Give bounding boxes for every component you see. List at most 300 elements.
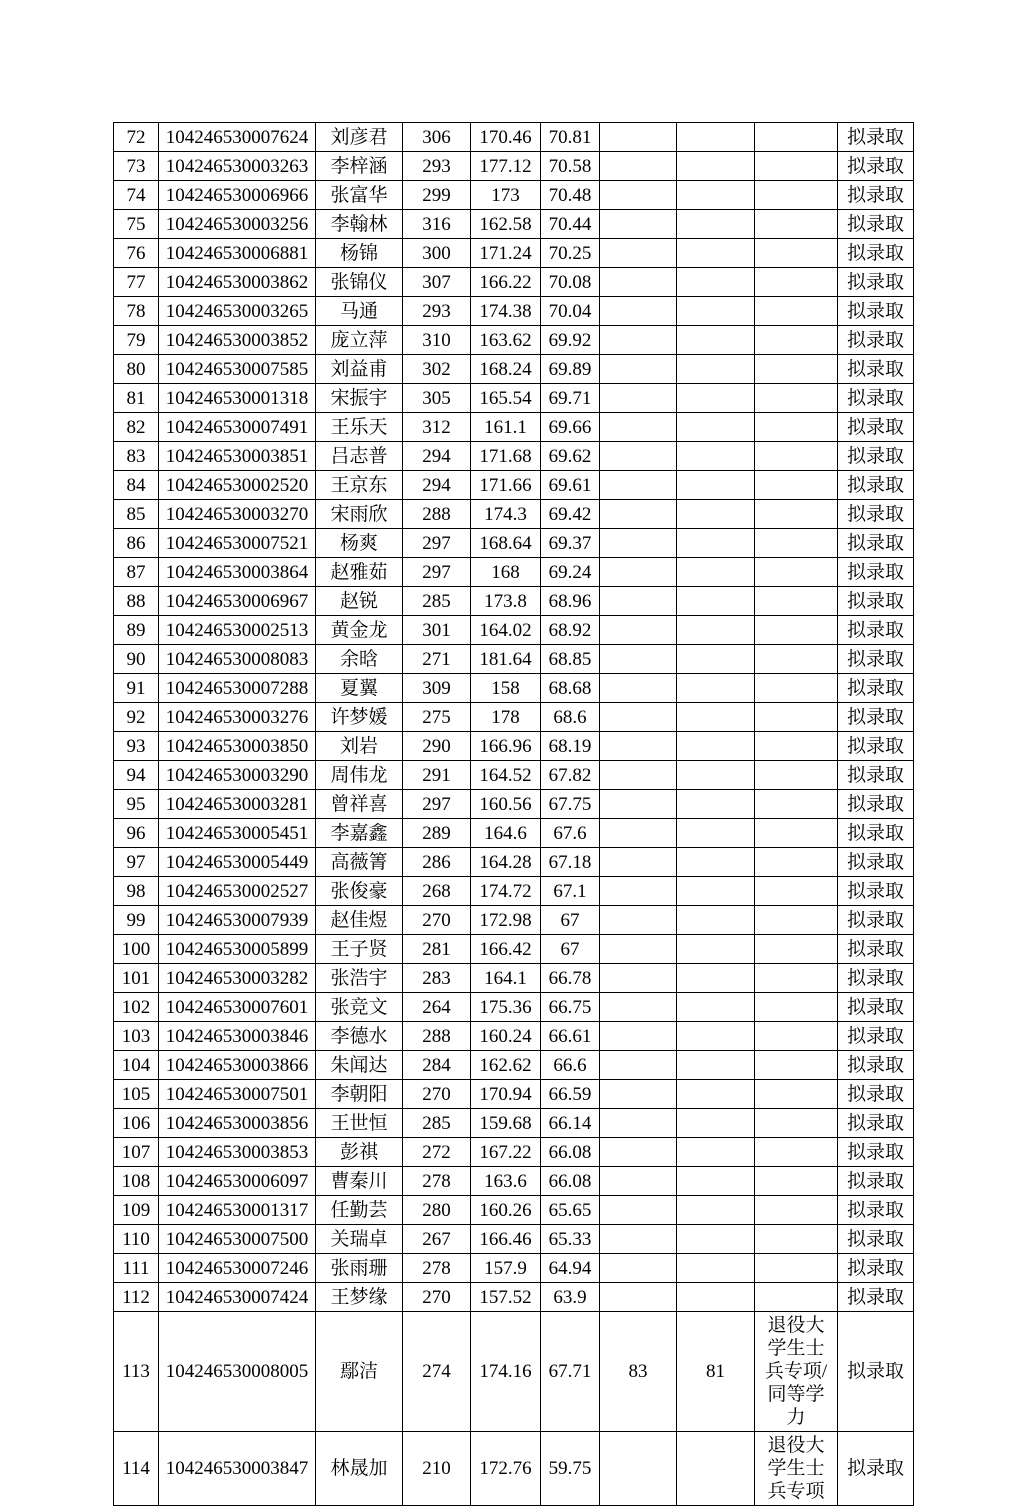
score-b-cell: 159.68	[471, 1109, 541, 1138]
candidate-id-cell: 104246530003290	[159, 761, 316, 790]
score-a-cell: 291	[403, 761, 471, 790]
score-a-cell: 285	[403, 587, 471, 616]
candidate-name-cell: 周伟龙	[316, 761, 403, 790]
row-number-cell: 113	[114, 1312, 159, 1432]
score-a-cell: 299	[403, 181, 471, 210]
score-d-cell	[600, 906, 677, 935]
row-number-cell: 95	[114, 790, 159, 819]
score-c-cell: 69.62	[541, 442, 600, 471]
score-d-cell	[600, 1283, 677, 1312]
candidate-name-cell: 刘彦君	[316, 123, 403, 152]
score-a-cell: 288	[403, 500, 471, 529]
score-c-cell: 66.78	[541, 964, 600, 993]
score-e-cell	[677, 1283, 755, 1312]
admission-status-cell: 拟录取	[838, 587, 914, 616]
remark-cell	[755, 268, 838, 297]
score-b-cell: 168.64	[471, 529, 541, 558]
table-row	[114, 529, 914, 558]
admission-status-cell: 拟录取	[838, 355, 914, 384]
row-number-cell: 112	[114, 1283, 159, 1312]
score-b-cell: 166.46	[471, 1225, 541, 1254]
admission-status-cell: 拟录取	[838, 529, 914, 558]
remark-cell	[755, 471, 838, 500]
candidate-id-cell: 104246530007501	[159, 1080, 316, 1109]
admission-status-cell: 拟录取	[838, 384, 914, 413]
score-a-cell: 272	[403, 1138, 471, 1167]
admission-status-cell: 拟录取	[838, 703, 914, 732]
candidate-id-cell: 104246530003851	[159, 442, 316, 471]
row-number-cell: 76	[114, 239, 159, 268]
candidate-id-cell: 104246530007246	[159, 1254, 316, 1283]
remark-cell	[755, 529, 838, 558]
row-number-cell: 96	[114, 819, 159, 848]
row-number-cell: 89	[114, 616, 159, 645]
remark-cell	[755, 1051, 838, 1080]
score-c-cell: 66.61	[541, 1022, 600, 1051]
row-number-cell: 92	[114, 703, 159, 732]
table-row	[114, 1196, 914, 1225]
candidate-name-cell: 杨锦	[316, 239, 403, 268]
table-row	[114, 355, 914, 384]
candidate-id-cell: 104246530003862	[159, 268, 316, 297]
remark-cell	[755, 442, 838, 471]
score-d-cell	[600, 413, 677, 442]
remark-cell	[755, 616, 838, 645]
score-d-cell	[600, 587, 677, 616]
table-row	[114, 848, 914, 877]
candidate-name-cell: 王子贤	[316, 935, 403, 964]
candidate-name-cell: 刘岩	[316, 732, 403, 761]
score-e-cell	[677, 935, 755, 964]
table-row	[114, 1312, 914, 1432]
candidate-name-cell: 李翰林	[316, 210, 403, 239]
score-d-cell	[600, 935, 677, 964]
admission-status-cell: 拟录取	[838, 1432, 914, 1506]
remark-cell: 退役大学生士兵专项	[755, 1432, 838, 1506]
score-a-cell: 290	[403, 732, 471, 761]
row-number-cell: 109	[114, 1196, 159, 1225]
score-d-cell	[600, 1254, 677, 1283]
score-c-cell: 70.44	[541, 210, 600, 239]
score-e-cell	[677, 181, 755, 210]
candidate-id-cell: 104246530003853	[159, 1138, 316, 1167]
score-a-cell: 289	[403, 819, 471, 848]
score-c-cell: 69.61	[541, 471, 600, 500]
candidate-id-cell: 104246530007601	[159, 993, 316, 1022]
score-e-cell	[677, 326, 755, 355]
table-row	[114, 761, 914, 790]
score-b-cell: 171.68	[471, 442, 541, 471]
score-e-cell	[677, 123, 755, 152]
candidate-name-cell: 吕志普	[316, 442, 403, 471]
table-row	[114, 1283, 914, 1312]
row-number-cell: 81	[114, 384, 159, 413]
remark-cell	[755, 732, 838, 761]
score-e-cell: 81	[677, 1312, 755, 1432]
score-e-cell	[677, 703, 755, 732]
score-e-cell	[677, 993, 755, 1022]
admission-status-cell: 拟录取	[838, 1225, 914, 1254]
score-a-cell: 286	[403, 848, 471, 877]
score-a-cell: 312	[403, 413, 471, 442]
candidate-name-cell: 李朝阳	[316, 1080, 403, 1109]
score-e-cell	[677, 471, 755, 500]
admission-status-cell: 拟录取	[838, 1109, 914, 1138]
score-c-cell: 63.9	[541, 1283, 600, 1312]
candidate-name-cell: 王世恒	[316, 1109, 403, 1138]
table-row	[114, 935, 914, 964]
remark-cell: 退役大学生士兵专项/同等学力	[755, 1312, 838, 1432]
candidate-name-cell: 关瑞卓	[316, 1225, 403, 1254]
table-row	[114, 1254, 914, 1283]
remark-cell	[755, 1225, 838, 1254]
remark-cell	[755, 297, 838, 326]
candidate-id-cell: 104246530003856	[159, 1109, 316, 1138]
score-b-cell: 173.8	[471, 587, 541, 616]
table-row	[114, 993, 914, 1022]
score-d-cell	[600, 732, 677, 761]
candidate-name-cell: 夏翼	[316, 674, 403, 703]
remark-cell	[755, 1080, 838, 1109]
table-row	[114, 326, 914, 355]
score-a-cell: 278	[403, 1254, 471, 1283]
candidate-name-cell: 彭祺	[316, 1138, 403, 1167]
score-e-cell	[677, 1138, 755, 1167]
score-e-cell	[677, 616, 755, 645]
candidate-name-cell: 李德水	[316, 1022, 403, 1051]
candidate-id-cell: 104246530006881	[159, 239, 316, 268]
candidate-name-cell: 黄金龙	[316, 616, 403, 645]
table-row	[114, 1432, 914, 1506]
score-b-cell: 157.52	[471, 1283, 541, 1312]
candidate-id-cell: 104246530001318	[159, 384, 316, 413]
score-d-cell	[600, 616, 677, 645]
admission-status-cell: 拟录取	[838, 935, 914, 964]
row-number-cell: 103	[114, 1022, 159, 1051]
score-b-cell: 174.38	[471, 297, 541, 326]
candidate-id-cell: 104246530002520	[159, 471, 316, 500]
score-e-cell	[677, 819, 755, 848]
score-c-cell: 66.08	[541, 1167, 600, 1196]
candidate-name-cell: 庞立萍	[316, 326, 403, 355]
candidate-name-cell: 曹秦川	[316, 1167, 403, 1196]
remark-cell	[755, 558, 838, 587]
score-e-cell	[677, 297, 755, 326]
score-b-cell: 164.02	[471, 616, 541, 645]
score-c-cell: 67.18	[541, 848, 600, 877]
row-number-cell: 98	[114, 877, 159, 906]
score-d-cell	[600, 993, 677, 1022]
score-a-cell: 283	[403, 964, 471, 993]
candidate-id-cell: 104246530007288	[159, 674, 316, 703]
score-c-cell: 68.68	[541, 674, 600, 703]
candidate-name-cell: 张锦仪	[316, 268, 403, 297]
table-row	[114, 471, 914, 500]
score-b-cell: 171.66	[471, 471, 541, 500]
score-b-cell: 166.22	[471, 268, 541, 297]
score-e-cell	[677, 239, 755, 268]
score-a-cell: 270	[403, 1080, 471, 1109]
admission-status-cell: 拟录取	[838, 297, 914, 326]
score-c-cell: 67	[541, 906, 600, 935]
score-e-cell	[677, 848, 755, 877]
candidate-name-cell: 余晗	[316, 645, 403, 674]
score-a-cell: 301	[403, 616, 471, 645]
remark-cell	[755, 123, 838, 152]
score-d-cell	[600, 703, 677, 732]
score-d-cell	[600, 877, 677, 906]
admission-status-cell: 拟录取	[838, 210, 914, 239]
admission-status-cell: 拟录取	[838, 1051, 914, 1080]
admission-status-cell: 拟录取	[838, 558, 914, 587]
table-row	[114, 1022, 914, 1051]
score-c-cell: 70.81	[541, 123, 600, 152]
score-d-cell	[600, 674, 677, 703]
row-number-cell: 106	[114, 1109, 159, 1138]
row-number-cell: 111	[114, 1254, 159, 1283]
score-c-cell: 68.19	[541, 732, 600, 761]
score-d-cell	[600, 268, 677, 297]
admission-status-cell: 拟录取	[838, 1167, 914, 1196]
candidate-id-cell: 104246530005449	[159, 848, 316, 877]
candidate-name-cell: 王乐天	[316, 413, 403, 442]
candidate-id-cell: 104246530003864	[159, 558, 316, 587]
remark-cell	[755, 1254, 838, 1283]
candidate-id-cell: 104246530002513	[159, 616, 316, 645]
score-b-cell: 160.56	[471, 790, 541, 819]
candidate-name-cell: 赵佳煜	[316, 906, 403, 935]
score-d-cell	[600, 355, 677, 384]
admission-status-cell: 拟录取	[838, 1254, 914, 1283]
score-e-cell	[677, 645, 755, 674]
remark-cell	[755, 413, 838, 442]
candidate-id-cell: 104246530007624	[159, 123, 316, 152]
score-e-cell	[677, 210, 755, 239]
score-d-cell	[600, 819, 677, 848]
table-row	[114, 819, 914, 848]
score-c-cell: 70.58	[541, 152, 600, 181]
score-d-cell	[600, 1109, 677, 1138]
candidate-id-cell: 104246530003281	[159, 790, 316, 819]
table-row	[114, 1080, 914, 1109]
table-row	[114, 790, 914, 819]
score-c-cell: 69.24	[541, 558, 600, 587]
row-number-cell: 84	[114, 471, 159, 500]
score-a-cell: 302	[403, 355, 471, 384]
candidate-id-cell: 104246530007491	[159, 413, 316, 442]
remark-cell	[755, 935, 838, 964]
candidate-id-cell: 104246530006967	[159, 587, 316, 616]
score-d-cell	[600, 1167, 677, 1196]
row-number-cell: 108	[114, 1167, 159, 1196]
score-e-cell	[677, 268, 755, 297]
score-a-cell: 310	[403, 326, 471, 355]
score-c-cell: 69.42	[541, 500, 600, 529]
row-number-cell: 86	[114, 529, 159, 558]
candidate-name-cell: 张俊豪	[316, 877, 403, 906]
table-row	[114, 587, 914, 616]
table-row	[114, 181, 914, 210]
table-row	[114, 268, 914, 297]
score-c-cell: 65.33	[541, 1225, 600, 1254]
score-a-cell: 293	[403, 297, 471, 326]
score-e-cell	[677, 413, 755, 442]
score-b-cell: 174.72	[471, 877, 541, 906]
score-c-cell: 66.75	[541, 993, 600, 1022]
candidate-id-cell: 104246530005899	[159, 935, 316, 964]
row-number-cell: 87	[114, 558, 159, 587]
score-d-cell	[600, 239, 677, 268]
candidate-id-cell: 104246530003282	[159, 964, 316, 993]
score-e-cell	[677, 790, 755, 819]
score-c-cell: 59.75	[541, 1432, 600, 1506]
score-d-cell	[600, 1022, 677, 1051]
score-d-cell	[600, 1225, 677, 1254]
row-number-cell: 104	[114, 1051, 159, 1080]
score-b-cell: 164.6	[471, 819, 541, 848]
table-row	[114, 558, 914, 587]
candidate-name-cell: 宋振宇	[316, 384, 403, 413]
score-e-cell	[677, 500, 755, 529]
score-b-cell: 160.24	[471, 1022, 541, 1051]
score-d-cell	[600, 210, 677, 239]
score-c-cell: 67.1	[541, 877, 600, 906]
score-c-cell: 69.92	[541, 326, 600, 355]
score-e-cell	[677, 1225, 755, 1254]
admission-status-cell: 拟录取	[838, 123, 914, 152]
remark-cell	[755, 993, 838, 1022]
score-e-cell	[677, 1254, 755, 1283]
row-number-cell: 99	[114, 906, 159, 935]
score-d-cell	[600, 123, 677, 152]
score-c-cell: 67	[541, 935, 600, 964]
score-a-cell: 281	[403, 935, 471, 964]
admission-status-cell: 拟录取	[838, 645, 914, 674]
candidate-id-cell: 104246530003256	[159, 210, 316, 239]
score-b-cell: 168.24	[471, 355, 541, 384]
admission-status-cell: 拟录取	[838, 239, 914, 268]
score-c-cell: 68.96	[541, 587, 600, 616]
score-d-cell	[600, 645, 677, 674]
admission-status-cell: 拟录取	[838, 964, 914, 993]
candidate-name-cell: 宋雨欣	[316, 500, 403, 529]
remark-cell	[755, 152, 838, 181]
candidate-name-cell: 高薇箐	[316, 848, 403, 877]
admission-status-cell: 拟录取	[838, 993, 914, 1022]
table-row	[114, 152, 914, 181]
candidate-name-cell: 张雨珊	[316, 1254, 403, 1283]
candidate-id-cell: 104246530007521	[159, 529, 316, 558]
candidate-name-cell: 王梦缘	[316, 1283, 403, 1312]
score-b-cell: 173	[471, 181, 541, 210]
remark-cell	[755, 181, 838, 210]
score-c-cell: 67.6	[541, 819, 600, 848]
remark-cell	[755, 384, 838, 413]
table-row	[114, 732, 914, 761]
remark-cell	[755, 210, 838, 239]
table-row	[114, 964, 914, 993]
score-c-cell: 69.71	[541, 384, 600, 413]
remark-cell	[755, 1022, 838, 1051]
remark-cell	[755, 906, 838, 935]
row-number-cell: 79	[114, 326, 159, 355]
remark-cell	[755, 645, 838, 674]
score-e-cell	[677, 1051, 755, 1080]
score-a-cell: 294	[403, 442, 471, 471]
row-number-cell: 72	[114, 123, 159, 152]
score-a-cell: 293	[403, 152, 471, 181]
candidate-id-cell: 104246530008005	[159, 1312, 316, 1432]
score-b-cell: 163.62	[471, 326, 541, 355]
row-number-cell: 90	[114, 645, 159, 674]
table-row	[114, 239, 914, 268]
table-row	[114, 384, 914, 413]
score-b-cell: 158	[471, 674, 541, 703]
score-b-cell: 164.28	[471, 848, 541, 877]
row-number-cell: 93	[114, 732, 159, 761]
score-a-cell: 210	[403, 1432, 471, 1506]
score-a-cell: 307	[403, 268, 471, 297]
score-d-cell	[600, 326, 677, 355]
candidate-name-cell: 李嘉鑫	[316, 819, 403, 848]
admission-status-cell: 拟录取	[838, 674, 914, 703]
score-e-cell	[677, 529, 755, 558]
table-row	[114, 1109, 914, 1138]
score-b-cell: 163.6	[471, 1167, 541, 1196]
score-b-cell: 171.24	[471, 239, 541, 268]
score-d-cell	[600, 1080, 677, 1109]
score-e-cell	[677, 355, 755, 384]
score-c-cell: 67.75	[541, 790, 600, 819]
score-e-cell	[677, 1022, 755, 1051]
table-row	[114, 210, 914, 239]
candidate-name-cell: 许梦媛	[316, 703, 403, 732]
admission-status-cell: 拟录取	[838, 732, 914, 761]
score-c-cell: 66.14	[541, 1109, 600, 1138]
score-d-cell	[600, 761, 677, 790]
candidate-name-cell: 赵锐	[316, 587, 403, 616]
score-a-cell: 271	[403, 645, 471, 674]
row-number-cell: 82	[114, 413, 159, 442]
score-d-cell	[600, 848, 677, 877]
admission-status-cell: 拟录取	[838, 1138, 914, 1167]
score-e-cell	[677, 1432, 755, 1506]
score-a-cell: 300	[403, 239, 471, 268]
admission-status-cell: 拟录取	[838, 1312, 914, 1432]
score-b-cell: 172.98	[471, 906, 541, 935]
admission-status-cell: 拟录取	[838, 819, 914, 848]
score-d-cell: 83	[600, 1312, 677, 1432]
score-a-cell: 270	[403, 906, 471, 935]
remark-cell	[755, 674, 838, 703]
row-number-cell: 102	[114, 993, 159, 1022]
score-c-cell: 64.94	[541, 1254, 600, 1283]
candidate-name-cell: 张富华	[316, 181, 403, 210]
score-e-cell	[677, 558, 755, 587]
candidate-id-cell: 104246530003263	[159, 152, 316, 181]
candidate-name-cell: 赵雅茹	[316, 558, 403, 587]
score-e-cell	[677, 906, 755, 935]
score-a-cell: 297	[403, 790, 471, 819]
row-number-cell: 110	[114, 1225, 159, 1254]
score-b-cell: 174.16	[471, 1312, 541, 1432]
score-c-cell: 69.37	[541, 529, 600, 558]
remark-cell	[755, 326, 838, 355]
remark-cell	[755, 848, 838, 877]
score-a-cell: 284	[403, 1051, 471, 1080]
remark-cell	[755, 761, 838, 790]
row-number-cell: 74	[114, 181, 159, 210]
